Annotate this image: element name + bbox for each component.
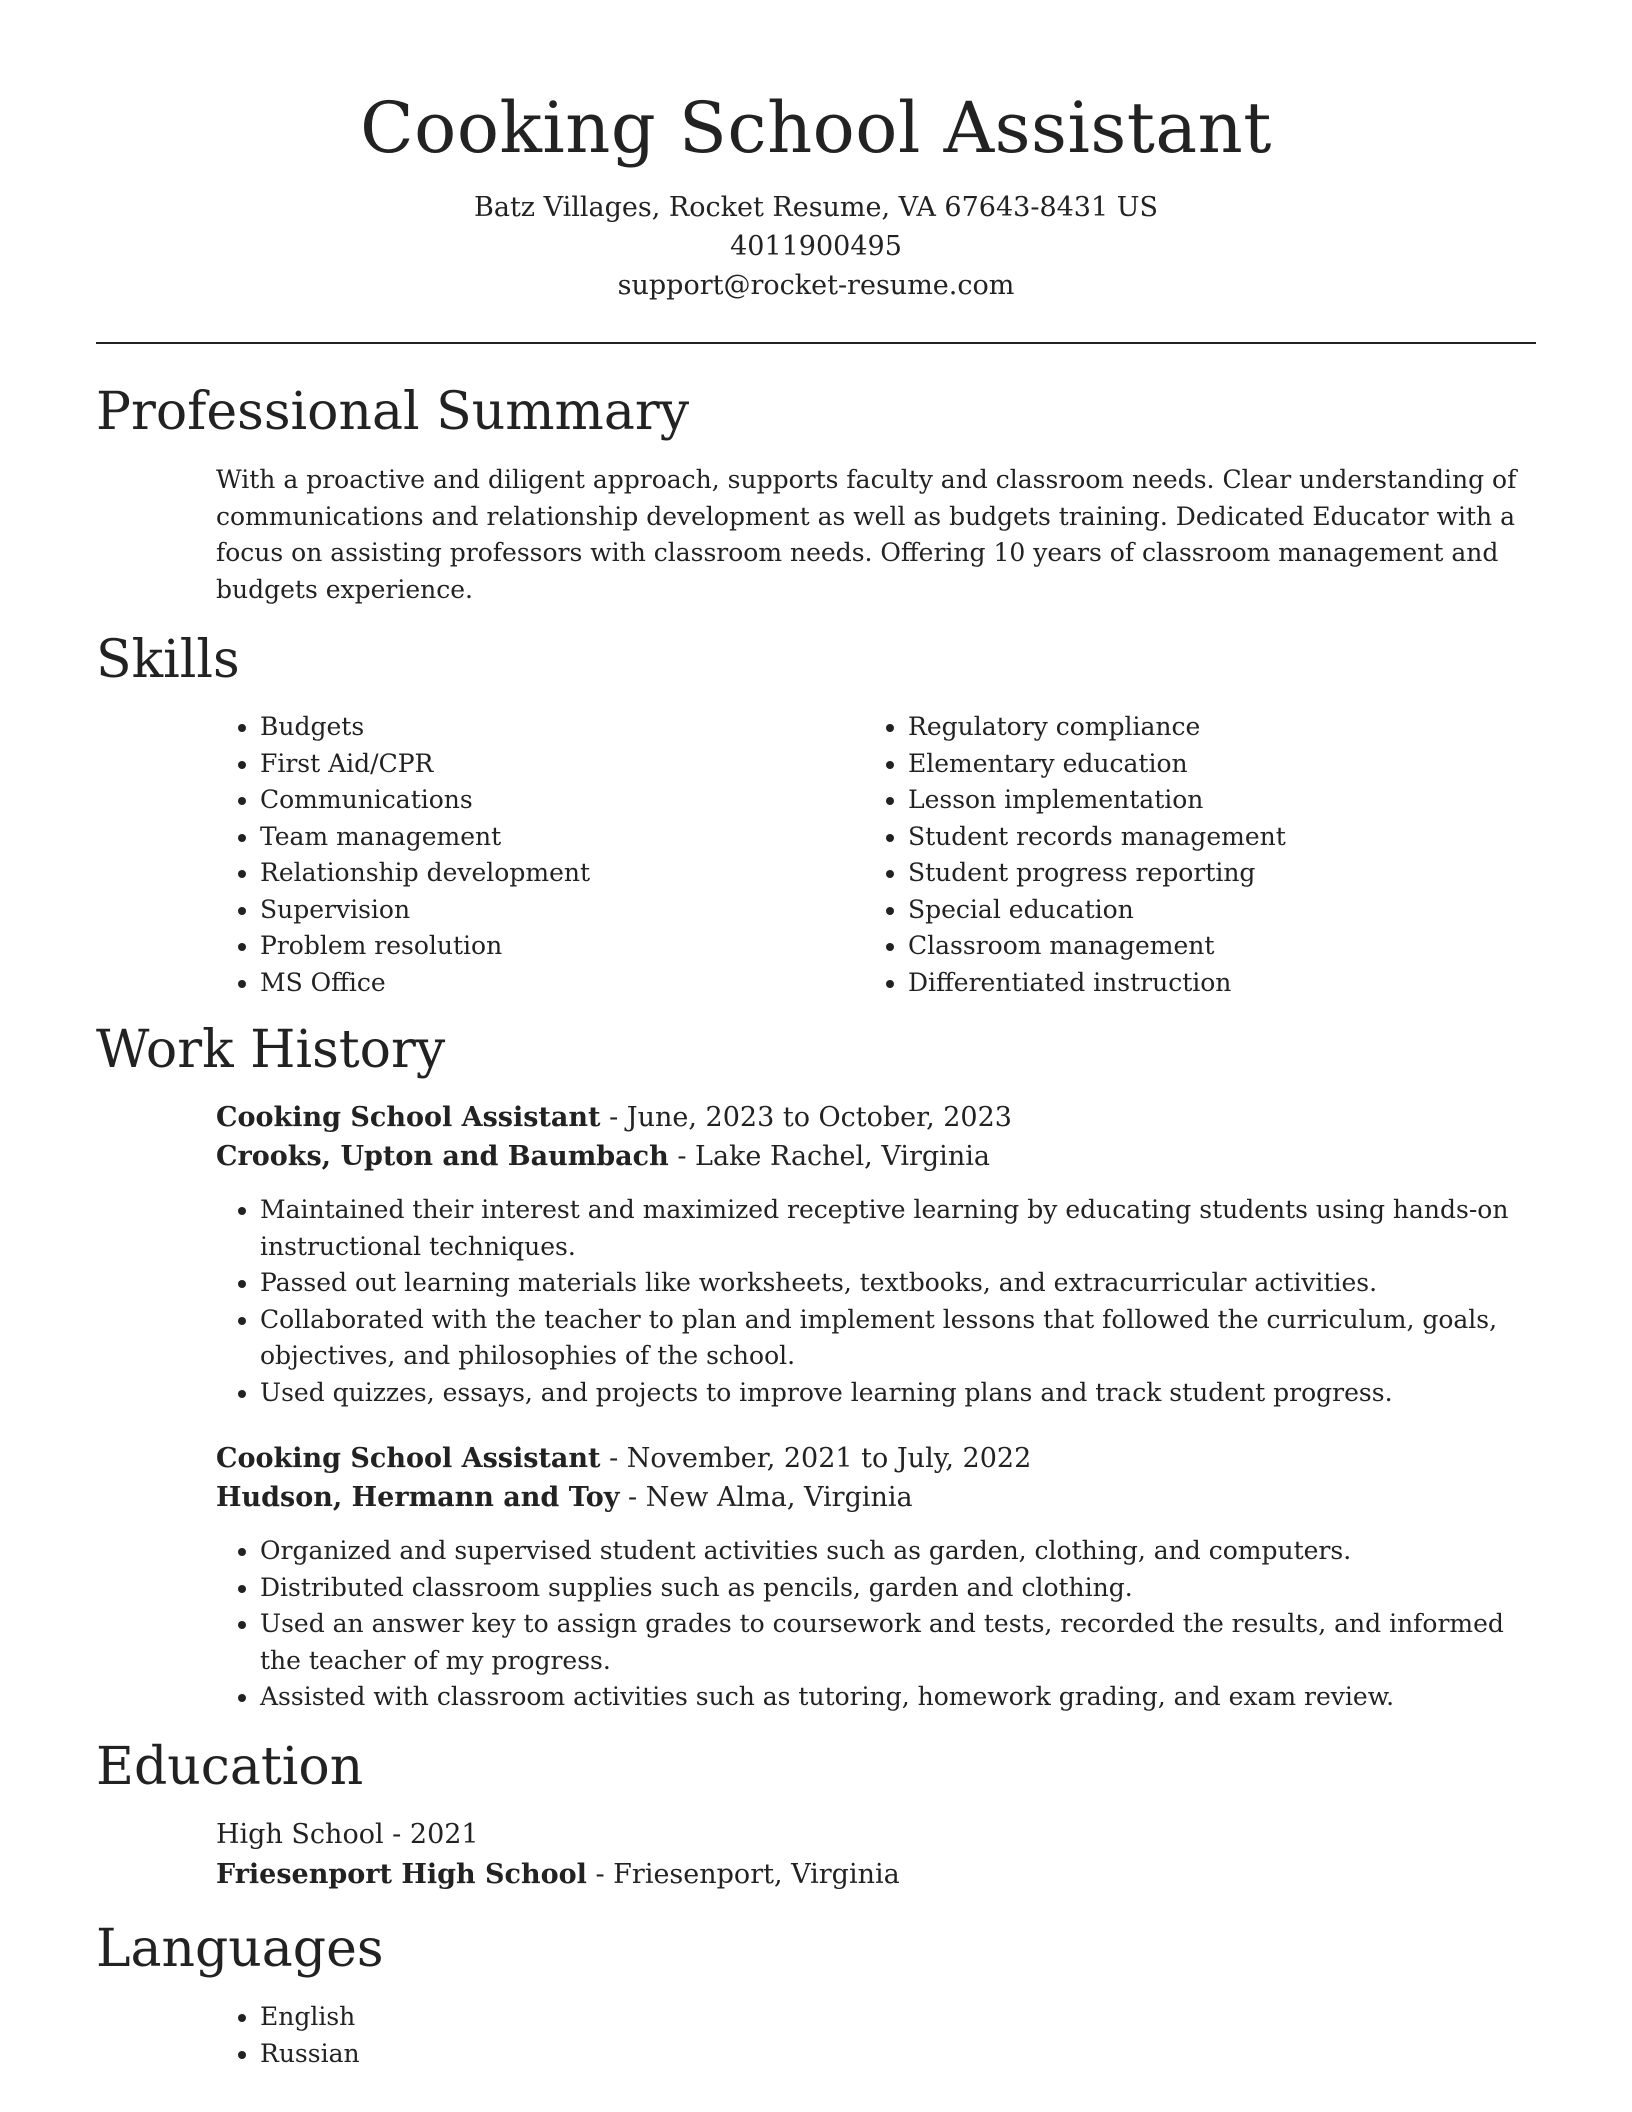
- candidate-name: Cooking School Assistant: [360, 87, 1272, 169]
- skill-item: • MS Office: [260, 965, 836, 1002]
- job-2-location: New Alma, Virginia: [645, 1482, 913, 1513]
- job-duty-item: • Passed out learning materials like worksheets, textbooks, and extracurricular activities.: [260, 1265, 1536, 1302]
- education-year: 2021: [409, 1819, 479, 1850]
- education-school-line: [216, 1855, 1536, 1894]
- job-duty-item: • Organized and supervised student activities such as garden, clothing, and computers.: [260, 1533, 1536, 1570]
- job-1-company-separator: -: [668, 1141, 696, 1172]
- languages-title: Languages: [96, 1919, 384, 1979]
- skill-item: • Classroom management: [908, 928, 1484, 965]
- job-2-role: Cooking School Assistant: [216, 1443, 601, 1474]
- education-degree-line: [216, 1815, 1536, 1854]
- skill-item: • Student records management: [908, 819, 1484, 856]
- education-school: Friesenport High School: [216, 1859, 587, 1890]
- job-2-company-line: [216, 1478, 1536, 1517]
- skills-right-column: [864, 709, 1484, 1001]
- education-separator: -: [383, 1819, 410, 1850]
- education-title: Education: [96, 1737, 364, 1797]
- skills-title: Skills: [96, 630, 240, 690]
- job-duty-item: • Used quizzes, essays, and projects to improve learning plans and track student progress.: [260, 1375, 1536, 1412]
- languages-list: [216, 1999, 1536, 2072]
- job-duty-item: • Distributed classroom supplies such as pencils, garden and clothing.: [260, 1570, 1536, 1607]
- education-location: Friesenport, Virginia: [613, 1859, 900, 1890]
- skill-item: • Lesson implementation: [908, 782, 1484, 819]
- job-1-separator: -: [600, 1102, 627, 1133]
- skill-item: • Regulatory compliance: [908, 709, 1484, 746]
- skills-list-left: [216, 709, 836, 1001]
- skills-left-column: [216, 709, 836, 1001]
- job-2-duty-list: [216, 1533, 1536, 1716]
- resume-header: [96, 80, 1536, 305]
- job-2-dates: November, 2021 to July, 2022: [626, 1443, 1032, 1474]
- summary-text: With a proactive and diligent approach, supports faculty and classroom needs. Clear understanding of communications and relationship development as well as budgets training. Dedicated Educator with a focus on assisting professors with classroom needs. Offering 10 years of classroom management and budgets experience.: [216, 465, 1517, 604]
- language-item: • Russian: [260, 2036, 1536, 2073]
- job-duty-item: • Assisted with classroom activities such as tutoring, homework grading, and exam review.: [260, 1679, 1536, 1716]
- job-1-title-line: [216, 1098, 1536, 1137]
- contact-block: [96, 188, 1536, 305]
- job-2-title-line: [216, 1439, 1536, 1478]
- job-1-company: Crooks, Upton and Baumbach: [216, 1141, 669, 1172]
- job-duty-item: • Collaborated with the teacher to plan and implement lessons that followed the curriculum, goals, objectives, and philosophies of the school.: [260, 1302, 1536, 1375]
- job-2-company: Hudson, Hermann and Toy: [216, 1482, 620, 1513]
- work-history-title: Work History: [96, 1020, 446, 1080]
- skill-item: • Team management: [260, 819, 836, 856]
- job-1-duty-list: [216, 1192, 1536, 1411]
- skill-item: • Student progress reporting: [908, 855, 1484, 892]
- skill-item: • Supervision: [260, 892, 836, 929]
- education-school-separator: -: [586, 1859, 614, 1890]
- contact-email: support@rocket-resume.com: [617, 270, 1015, 301]
- job-2-company-separator: -: [619, 1482, 646, 1513]
- skill-item: • Budgets: [260, 709, 836, 746]
- header-divider: [96, 342, 1536, 344]
- skill-item: • Elementary education: [908, 746, 1484, 783]
- contact-phone: 4011900495: [730, 231, 902, 262]
- job-duty-item: • Maintained their interest and maximized receptive learning by educating students using hands-on instructional techniques.: [260, 1192, 1536, 1265]
- job-1-dates: June, 2023 to October, 2023: [626, 1102, 1012, 1133]
- skill-item: • Special education: [908, 892, 1484, 929]
- skill-item: • Problem resolution: [260, 928, 836, 965]
- job-1-location: Lake Rachel, Virginia: [695, 1141, 990, 1172]
- summary-title: Professional Summary: [96, 382, 690, 442]
- job-2-duties: [216, 1533, 1536, 1716]
- job-1-company-line: [216, 1137, 1536, 1176]
- skill-item: • Communications: [260, 782, 836, 819]
- education-degree: High School: [216, 1819, 384, 1850]
- skill-item: • Differentiated instruction: [908, 965, 1484, 1002]
- contact-address: Batz Villages, Rocket Resume, VA 67643-8431 US: [474, 192, 1158, 223]
- job-1-role: Cooking School Assistant: [216, 1102, 601, 1133]
- skill-item: • First Aid/CPR: [260, 746, 836, 783]
- job-duty-item: • Used an answer key to assign grades to coursework and tests, recorded the results, and informed the teacher of my progress.: [260, 1606, 1536, 1679]
- language-item: • English: [260, 1999, 1536, 2036]
- skill-item: • Relationship development: [260, 855, 836, 892]
- skills-list-right: [864, 709, 1484, 1001]
- job-1-duties: [216, 1192, 1536, 1411]
- job-2-separator: -: [600, 1443, 627, 1474]
- languages-block: [216, 1999, 1536, 2072]
